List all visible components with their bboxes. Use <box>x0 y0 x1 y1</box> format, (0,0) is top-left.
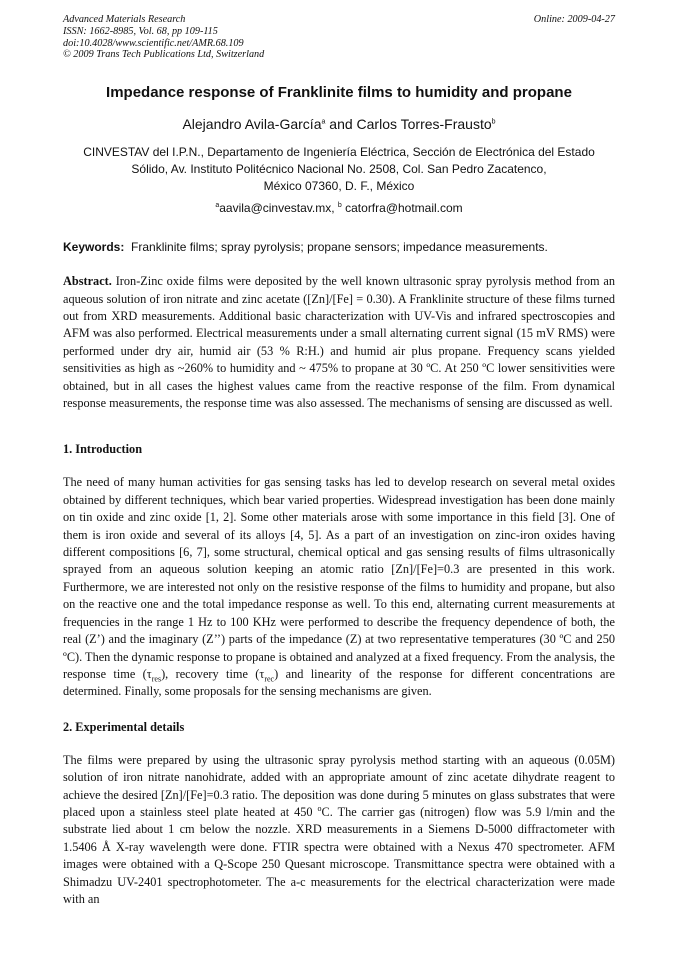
intro-text: ), recovery time (τ <box>161 666 265 681</box>
section-heading-introduction: 1. Introduction <box>63 442 143 457</box>
author-line <box>63 116 615 132</box>
keywords-label: Keywords: <box>63 240 125 255</box>
journal-doi[interactable]: doi:10.4028/www.scientific.net/AMR.68.109 <box>63 37 244 49</box>
abstract <box>63 273 615 412</box>
author-emails <box>63 201 615 215</box>
author-name: Alejandro Avila-García <box>182 116 322 133</box>
affiliation-line: CINVESTAV del I.P.N., Departamento de Ingeniería Eléctrica, Sección de Electrónica del Estado <box>83 145 595 160</box>
paper-page <box>63 14 615 908</box>
email-link[interactable]: catorfra@hotmail.com <box>341 201 463 216</box>
intro-text: ) and linearity of the response for different concentrations are determined. Finally, some proposals for the sensing mechanisms are given. <box>63 666 615 699</box>
journal-info <box>63 14 264 61</box>
keywords-text: Franklinite films; spray pyrolysis; propane sensors; impedance measurements. <box>131 240 548 255</box>
experimental-text: The films were prepared by using the ultrasonic spray pyrolysis method starting with an aqueous (0.05M) solution of iron nitrate nanohidrate, added with an appropriate amount of zinc acetate dihydrate reagent to achieve the desired [Zn]/[Fe]=0.3 ratio. The deposition was done during 5 minutes on glass substrates that were placed upon a stainless steel plate heated at 450 <box>63 752 615 819</box>
experimental-text: C. The carrier gas (nitrogen) flow was 5.9 l/min and the substrate lied about 1 cm below the nozzle. XRD measurements in a Siemens D-5000 diffractometer with 1.5406 Å X-ray wavelength were done. FTIR spectra were obtained with a Nexus 470 spectrometer. AFM images were obtained with a Q-Scope 250 Quesant microscope. Transmittance spectra were obtained with a Shimadzu UV-2401 spectrophotometer. The a-c measurements for the electrical characterization were made with an <box>63 804 615 906</box>
email-mark: a <box>215 202 220 210</box>
section-heading-experimental: 2. Experimental details <box>63 719 185 734</box>
journal-copyright: © 2009 Trans Tech Publications Ltd, Switzerland <box>63 49 265 61</box>
paper-title: Impedance response of Franklinite films to humidity and propane <box>106 84 572 102</box>
abstract-label: Abstract. <box>63 274 112 289</box>
author-conjunction: and <box>325 116 357 133</box>
affiliation-line: Sólido, Av. Instituto Politécnico Nacional No. 2508, Col. San Pedro Zacatenco, <box>131 162 547 177</box>
author-name: Carlos Torres-Frausto <box>356 116 492 133</box>
affiliation <box>63 144 615 195</box>
online-date: Online: 2009-04-27 <box>533 14 615 25</box>
author-affil-mark: b <box>491 118 496 126</box>
journal-header <box>63 14 615 61</box>
experimental-paragraph <box>63 752 615 909</box>
affiliation-line: México 07360, D. F., México <box>263 179 415 194</box>
degree-mark: o <box>317 803 322 813</box>
journal-name: Advanced Materials Research <box>63 14 186 25</box>
abstract-text: Iron-Zinc oxide films were deposited by the well known ultrasonic spray pyrolysis method from an aqueous solution of iron nitrate and zinc acetate ([Zn]/[Fe] = 0.30). A Franklinite structure of these films turned out from XRD measurements. Additional basic characterization with UV-Vis and infrared spectroscopies and AFM was also performed. Electrical measurements under a small alternating current signal (15 mV RMS) were performed under dry air, humid air (53 % R:H.) and humid air plus propane. Frequency scans yielded sensitivities as high as ~260% to humidity and ~ 475% to propane at 30 ºC. At 250 ºC lower sensitivities were obtained, but in all cases the highest values came from the reactive response of the film. From dynamical response measurements, the response time was also assessed. The mechanisms of sensing are discussed as well. <box>63 274 615 411</box>
subscript: res <box>151 674 162 684</box>
subscript: rec <box>264 674 275 684</box>
email-mark: b <box>337 202 342 210</box>
email-link[interactable]: aavila@cinvestav.mx, <box>219 201 338 216</box>
introduction-paragraph <box>63 474 615 700</box>
keywords <box>63 240 615 254</box>
intro-text: The need of many human activities for gas sensing tasks has led to develop research on several metal oxides obtained by different techniques, which bear varied properties. Widespread investigation has been done mainly on tin oxide and zinc oxide [1, 2]. Some other materials arose with some importance in this field [3]. One of them is iron oxide and several of its alloys [4, 5]. As a part of an investigation on zinc-iron oxides having different compositions [6, 7], some structural, chemical optical and gas sensing results of films ultrasonically sprayed from an aqueous solution keeping an atomic ratio [Zn]/[Fe]=0.3 are presented in this work. Furthermore, we are interested not only on the resistive response of the films to humidity and propane, but also on the reactive one and the total impedance response as well. To this end, alternating current measurements at frequencies in the range 1 Hz to 100 KHz were performed to describe the frequency dependence of both, the real (Z’) and the imaginary (Z’’) parts of the impedance (Z) at two representative temperatures (30 ºC and 250 ºC). Then the dynamic response to propane is obtained and analyzed at a fixed frequency. From the analysis, the response time (τ <box>63 475 615 681</box>
journal-issn: ISSN: 1662-8985, Vol. 68, pp 109-115 <box>63 25 218 37</box>
author-affil-mark: a <box>321 118 326 126</box>
